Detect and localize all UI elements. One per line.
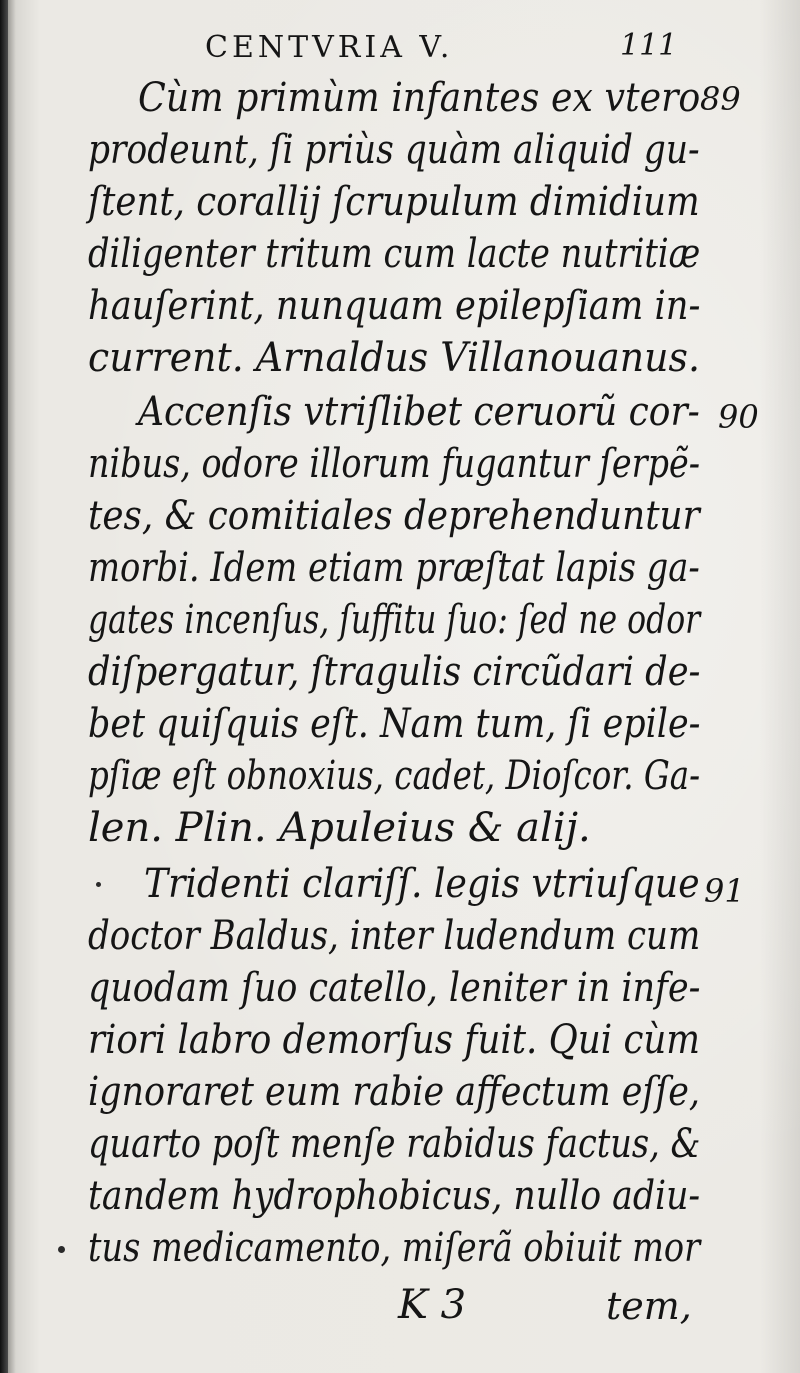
text-line: Cùm primùm infantes ex vtero — [138, 75, 701, 121]
text-line: current. Arnaldus Villanouanus. — [88, 335, 700, 381]
signature-mark: K 3 — [398, 1282, 467, 1328]
text-line: quodam ſuo catello, leniter in infe- — [88, 965, 701, 1011]
paragraph-number: 90 — [718, 398, 759, 436]
text-line: ignoraret eum rabie affectum eſſe, — [88, 1069, 701, 1115]
text-line: prodeunt, ſi priùs quàm aliquid gu- — [88, 127, 700, 173]
text-line: nibus, odore illorum fugantur ſerpẽ- — [88, 441, 700, 487]
text-line: diligenter tritum cum lacte nutritiæ — [88, 231, 701, 277]
text-line: tandem hydrophobicus, nullo adiu- — [88, 1173, 701, 1219]
text-line: morbi. Idem etiam præſtat lapis ga- — [88, 545, 700, 591]
text-line: hauſerint, nunquam epilepſiam in- — [88, 283, 701, 329]
ink-speck — [96, 882, 101, 887]
paragraph-number: 89 — [700, 80, 741, 118]
text-line: pſiæ eſt obnoxius, cadet, Dioſcor. Ga- — [88, 753, 701, 799]
text-line: diſpergatur, ſtragulis circũdari de- — [88, 649, 701, 695]
page-binding-edge — [0, 0, 8, 1373]
text-line: tus medicamento, miſerã obiuit mor — [88, 1225, 701, 1271]
catchword: tem, — [606, 1284, 692, 1328]
page-number: 111 — [620, 28, 678, 63]
text-line: tes, & comitiales deprehenduntur — [88, 493, 700, 539]
running-header — [0, 26, 800, 66]
text-line: Accenſis vtriſlibet ceruorũ cor- — [138, 389, 700, 435]
text-line: gates incenſus, ſuffitu ſuo: ſed ne odor — [88, 597, 701, 643]
text-line: doctor Baldus, inter ludendum cum — [88, 913, 701, 959]
text-line: bet quiſquis eſt. Nam tum, ſi epile- — [88, 701, 701, 747]
text-line: quarto poſt menſe rabidus factus, & — [88, 1121, 701, 1167]
text-line: riori labro demorſus fuit. Qui cùm — [88, 1017, 701, 1063]
ink-speck — [58, 1246, 65, 1253]
running-title: CENTVRIA V. — [205, 30, 454, 65]
text-line: Tridenti clariſſ. legis vtriuſque — [144, 861, 700, 907]
text-line: ſtent, corallij ſcrupulum dimidium — [88, 179, 700, 225]
paragraph-number: 91 — [704, 872, 745, 910]
text-line: len. Plin. Apuleius & alij. — [88, 805, 591, 851]
